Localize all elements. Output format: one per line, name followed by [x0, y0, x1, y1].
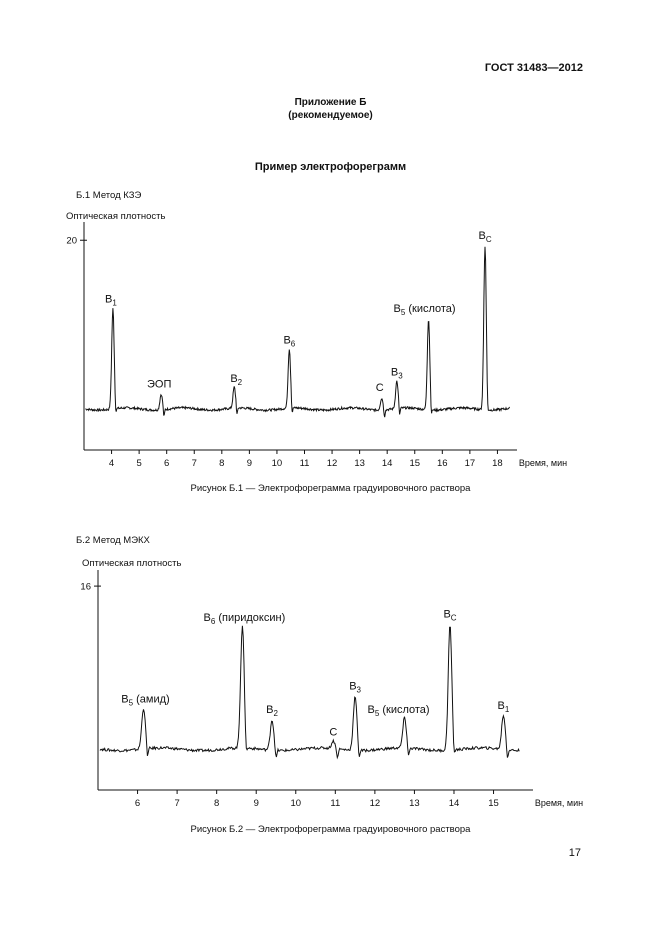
figure2-x-tick-label: 11 [330, 798, 341, 809]
figure2-x-axis-label: Время, мин [534, 798, 584, 808]
figure2-caption: Рисунок Б.2 — Электрофореграмма градуировочного раствора [190, 824, 471, 835]
figure1-y-tick-label: 20 [66, 235, 77, 247]
figure2-peak-label: $B_5$ (кислота) [367, 704, 430, 719]
figure2-peak-label: C [329, 726, 338, 739]
figure2-peak-label: $B_2$ [266, 704, 278, 719]
figure2-y-label: Оптическая плотность [82, 558, 182, 569]
figure1-x-tick-label: 7 [191, 458, 197, 469]
figure1-peak-label: C [375, 382, 384, 395]
figure2-peak-label: $B_3$ [349, 680, 361, 695]
figure1-peak-label: ЭОП [146, 378, 172, 391]
figure1-x-tick-label: 12 [326, 458, 338, 469]
figure2-peak-label: $B_6$ (пиридоксин) [203, 611, 286, 626]
figure2-x-tick-label: 7 [174, 798, 180, 809]
figure2-y-tick-label: 16 [80, 581, 91, 593]
figure2-peak-label: $B_C$ [443, 608, 457, 623]
figure2-trace [100, 626, 519, 758]
figure2-x-tick-label: 14 [448, 798, 460, 809]
figure2-x-tick-label: 13 [409, 798, 420, 809]
figure1-peak-label: $B_3$ [390, 366, 403, 381]
figure1-peak-label: $B_1$ [105, 293, 117, 308]
figure2-method-label: Б.2 Метод МЭКХ [76, 535, 150, 546]
figure1-x-tick-label: 14 [381, 458, 393, 469]
figure1-x-tick-label: 18 [492, 458, 503, 469]
figure1-x-tick-label: 4 [108, 458, 115, 469]
figure1-x-tick-label: 6 [164, 458, 170, 469]
figure1-x-tick-label: 9 [246, 458, 253, 469]
figure1-peak-label: $B_6$ [283, 334, 296, 349]
figure1-x-tick-label: 10 [271, 458, 283, 469]
standard-number: ГОСТ 31483—2012 [484, 62, 583, 74]
page-number: 17 [568, 847, 581, 859]
figure2-x-tick-label: 15 [488, 798, 499, 809]
figure2-x-tick-label: 10 [290, 798, 302, 809]
figure1-x-tick-label: 17 [464, 458, 476, 469]
figure2-x-tick-label: 6 [134, 798, 141, 809]
appendix-subtitle: (рекомендуемое) [288, 110, 373, 121]
section-title: Пример электрофореграмм [254, 161, 407, 173]
figure1-x-tick-label: 5 [136, 458, 142, 469]
figure2-x-tick-label: 12 [369, 798, 381, 809]
figure1-peak-label: $B_2$ [230, 372, 243, 387]
figure1-x-tick-label: 8 [219, 458, 225, 469]
figure1-x-tick-label: 13 [354, 458, 365, 469]
figure1-caption: Рисунок Б.1 — Электрофореграмма градуировочного раствора [190, 483, 471, 494]
figure1-trace [85, 247, 509, 417]
figure1-x-tick-label: 15 [409, 458, 421, 469]
figure1-x-axis-label: Время, мин [518, 458, 568, 468]
figure2-x-tick-label: 9 [253, 798, 259, 809]
figure2-peak-label: $B_5$ (амид) [121, 693, 170, 708]
figure2-x-tick-label: 8 [214, 798, 220, 809]
figure1-peak-label: $B_5$ (кислота) [393, 302, 456, 317]
figure1-peak-label: $B_C$ [478, 229, 492, 244]
appendix-title: Приложение Б [294, 97, 367, 108]
figure2-peak-label: $B_1$ [497, 699, 510, 714]
figure1-method-label: Б.1 Метод КЗЭ [76, 190, 142, 201]
figure1-x-tick-label: 16 [437, 458, 448, 469]
figure1-x-tick-label: 11 [299, 458, 310, 469]
figure1-y-label: Оптическая плотность [66, 211, 166, 222]
